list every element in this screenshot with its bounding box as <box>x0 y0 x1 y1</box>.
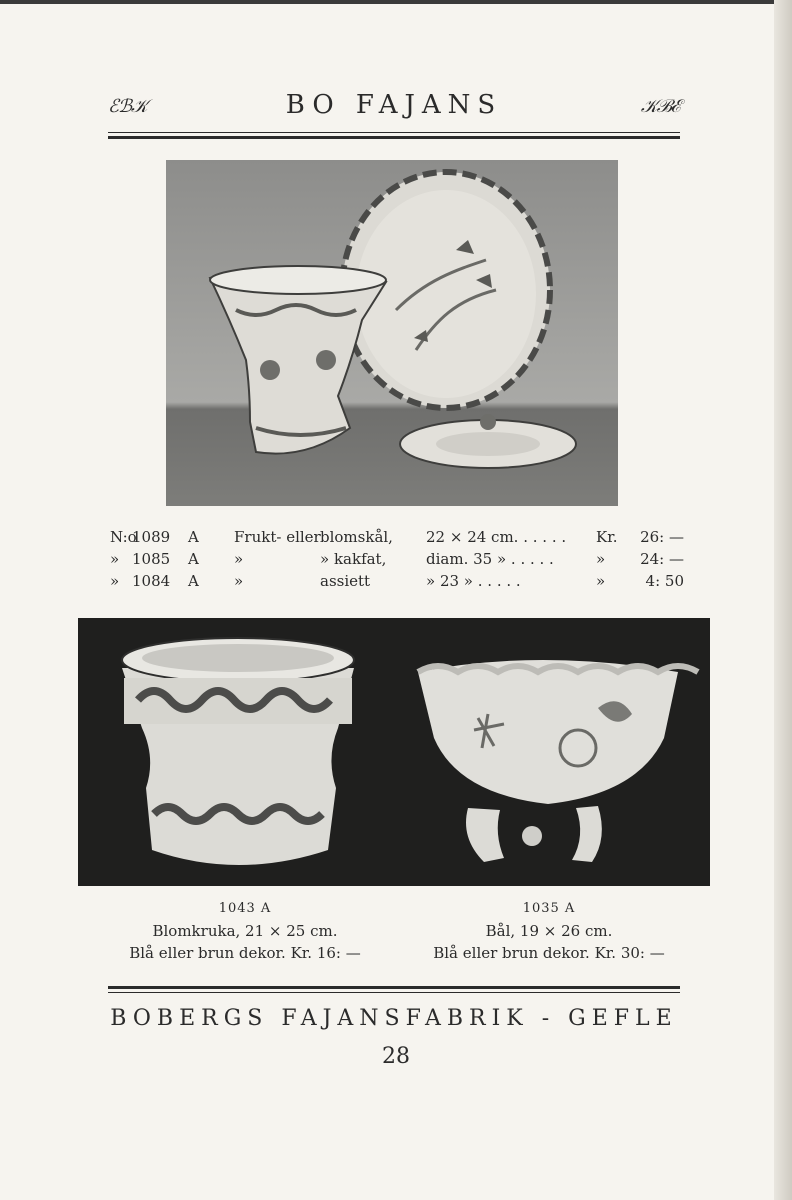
item-caption-1035 <box>404 898 694 964</box>
page-right-edge <box>774 0 792 1200</box>
item-desc: Frukt- eller <box>234 528 321 546</box>
page-number: 28 <box>382 1044 410 1069</box>
header <box>108 88 680 128</box>
item-name-size: Blomkruka, 21 × 25 cm. <box>152 922 338 940</box>
price-row <box>110 570 684 592</box>
item-suffix: A <box>188 572 199 590</box>
item-desc: » kakfat, <box>320 550 387 568</box>
item-prefix: N:o <box>110 528 137 546</box>
item-number: 1085 <box>132 550 171 568</box>
item-suffix: A <box>188 550 199 568</box>
item-number: 1043 A <box>218 901 272 916</box>
header-rule-thin <box>108 132 680 133</box>
price-row <box>110 548 684 570</box>
item-desc: » <box>234 572 244 590</box>
item-number: 1035 A <box>522 901 576 916</box>
item-decor-price: Blå eller brun dekor. Kr. 30: — <box>433 944 665 962</box>
company-name: BOBERGS FAJANSFABRIK - GEFLE <box>110 1006 678 1031</box>
item-price: 4: 50 <box>645 572 684 590</box>
footer-rule-thick <box>108 986 680 989</box>
item-caption-1043 <box>100 898 390 964</box>
price-list <box>110 526 684 592</box>
currency-label: » <box>596 550 606 568</box>
price-row <box>110 526 684 548</box>
item-name-size: Bål, 19 × 26 cm. <box>485 922 613 940</box>
item-number: 1089 <box>132 528 171 546</box>
bottom-product-photo <box>78 618 710 886</box>
item-price: 24: — <box>640 550 684 568</box>
page-title: BO FAJANS <box>285 90 503 120</box>
top-product-photo <box>166 160 618 506</box>
page-top-edge <box>0 0 792 4</box>
item-price: 26: — <box>640 528 684 546</box>
flower-pot-icon <box>122 638 354 865</box>
item-desc: assiett <box>320 572 371 590</box>
item-prefix: » <box>110 572 120 590</box>
footer-rule-thin <box>108 992 680 993</box>
item-prefix: » <box>110 550 120 568</box>
item-suffix: A <box>188 528 199 546</box>
item-desc: blomskål, <box>320 528 393 546</box>
monogram-right-icon: 𝒦ℬℰ <box>640 96 680 117</box>
currency-label: Kr. <box>596 528 618 546</box>
item-size: diam. 35 » . . . . . <box>426 550 554 568</box>
item-number: 1084 <box>132 572 171 590</box>
header-rule-thick <box>108 136 680 139</box>
item-size: 22 × 24 cm. . . . . . <box>426 528 567 546</box>
monogram-left-icon: ℰℬ𝒦 <box>108 96 147 117</box>
currency-label: » <box>596 572 606 590</box>
item-desc: » <box>234 550 244 568</box>
item-size: » 23 » . . . . . <box>426 572 521 590</box>
item-decor-price: Blå eller brun dekor. Kr. 16: — <box>129 944 361 962</box>
